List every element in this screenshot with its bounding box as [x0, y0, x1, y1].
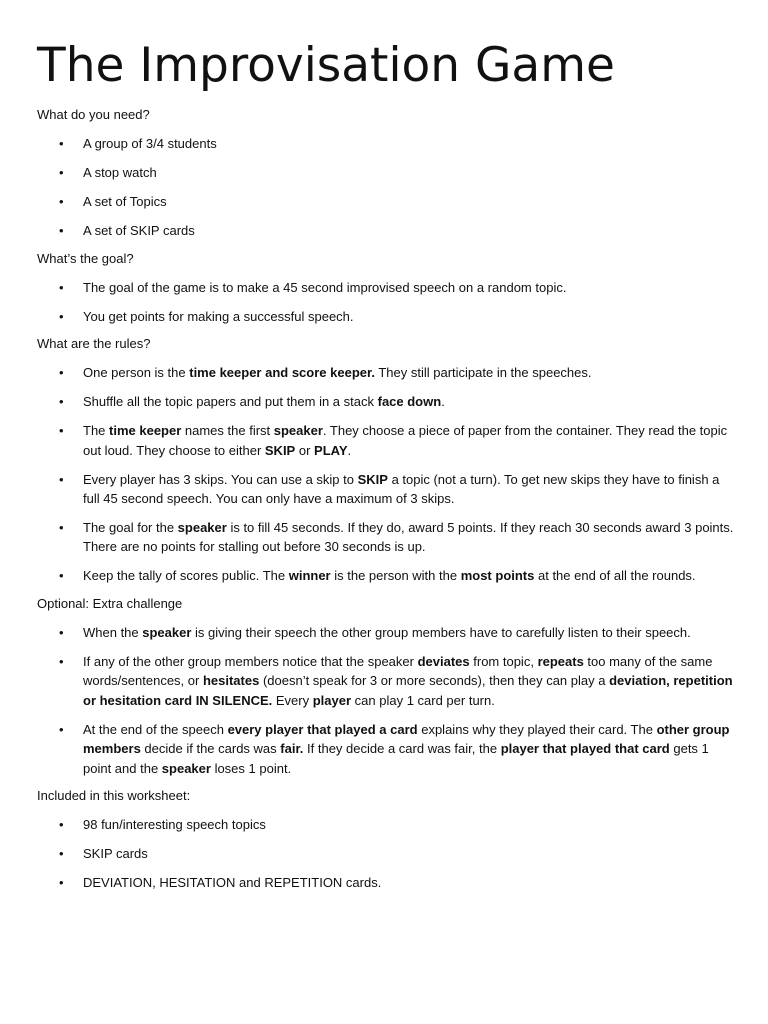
- bold-text: speaker: [142, 625, 192, 641]
- bullet-list: [37, 623, 738, 778]
- bullet-icon: •: [59, 568, 64, 584]
- page-title: The Improvisation Game: [37, 38, 615, 93]
- list-item: [37, 392, 738, 411]
- text-run: If any of the other group members notice that the speaker: [83, 654, 418, 669]
- text-run: They still participate in the speeches.: [374, 365, 592, 381]
- text-run: (doesn’t speak for 3 or more seconds), then they can play a: [259, 673, 610, 689]
- bold-text: winner: [288, 568, 331, 584]
- text-run: Every: [272, 692, 313, 708]
- text-run: at the end of all the rounds.: [534, 568, 696, 584]
- section-heading: Included in this worksheet:: [37, 788, 191, 804]
- list-item: [37, 623, 738, 642]
- text-run: gets 1 point and the: [83, 741, 709, 776]
- bold-text: speaker: [161, 760, 211, 776]
- list-item: [37, 815, 738, 834]
- bullet-icon: •: [59, 136, 64, 151]
- text-run: explains why they played their card. The: [417, 721, 657, 737]
- bullet-icon: •: [59, 279, 64, 295]
- bullet-icon: •: [59, 721, 64, 737]
- list-item: [37, 421, 738, 460]
- list-item: [37, 278, 738, 297]
- text-run: A stop watch: [83, 164, 157, 180]
- list-item: [37, 163, 738, 182]
- bullet-list: [37, 278, 738, 326]
- list-item: [37, 566, 738, 585]
- bold-text: repeats: [537, 654, 584, 669]
- text-run: 98 fun/interesting speech topics: [83, 817, 266, 833]
- bullet-icon: •: [59, 471, 64, 487]
- text-run: Every player has 3 skips. You can use a skip to: [83, 471, 358, 487]
- bold-text: SKIP: [357, 471, 388, 487]
- text-run: decide if the cards was: [140, 741, 281, 757]
- text-run: too many of the same words/sentences, or: [83, 654, 713, 689]
- text-run: DEVIATION, HESITATION and REPETITION cards.: [83, 875, 382, 891]
- text-run: A set of Topics: [83, 193, 167, 209]
- section-heading: What are the rules?: [37, 336, 151, 352]
- text-run: loses 1 point.: [210, 760, 292, 776]
- bullet-icon: •: [59, 193, 64, 209]
- text-run: is giving their speech the other group members have to carefully listen to their speech.: [191, 625, 691, 641]
- sections-container: [37, 106, 738, 893]
- bullet-icon: •: [59, 519, 64, 535]
- text-run: Shuffle all the topic papers and put them in a stack: [83, 394, 378, 410]
- bullet-icon: •: [59, 625, 64, 641]
- text-run: SKIP cards: [83, 846, 148, 862]
- bullet-icon: •: [59, 308, 64, 324]
- list-item: [37, 518, 738, 557]
- text-run: can play 1 card per turn.: [351, 692, 495, 708]
- list-item: [37, 192, 738, 211]
- bullet-icon: •: [59, 875, 64, 891]
- bold-text: player: [312, 692, 352, 708]
- bold-text: every player that played a card: [227, 721, 418, 737]
- section-heading: What’s the goal?: [37, 250, 134, 266]
- text-run: If they decide a card was fair, the: [303, 741, 501, 757]
- bullet-icon: •: [59, 222, 64, 238]
- bold-text: deviates: [417, 654, 470, 669]
- bold-text: time keeper and score keeper.: [189, 365, 375, 381]
- bullet-icon: •: [59, 817, 64, 833]
- text-run: names the first: [181, 423, 274, 439]
- list-item: [37, 652, 738, 710]
- list-item: [37, 134, 738, 153]
- text-run: At the end of the speech: [83, 721, 228, 737]
- list-item: [37, 844, 738, 863]
- list-item: [37, 307, 738, 326]
- bold-text: time keeper: [109, 423, 182, 439]
- section-heading: What do you need?: [37, 107, 150, 122]
- text-run: .: [347, 442, 352, 458]
- text-run: Keep the tally of scores public. The: [83, 568, 289, 584]
- bold-text: fair.: [280, 741, 304, 757]
- bullet-list: [37, 363, 738, 585]
- text-run: The goal for the: [83, 519, 178, 535]
- bullet-icon: •: [59, 164, 64, 180]
- text-run: The goal of the game is to make a 45 second improvised speech on a random topic.: [83, 279, 567, 295]
- bullet-icon: •: [59, 846, 64, 862]
- bold-text: most points: [460, 568, 535, 584]
- list-item: [37, 470, 738, 509]
- text-run: One person is the: [83, 365, 190, 381]
- bold-text: player that played that card: [500, 741, 670, 757]
- text-run: .: [441, 394, 445, 410]
- bold-text: PLAY: [314, 442, 348, 458]
- bold-text: speaker: [273, 423, 323, 439]
- list-item: [37, 221, 738, 240]
- list-item: [37, 873, 738, 892]
- text-run: A set of SKIP cards: [83, 222, 195, 238]
- text-run: You get points for making a successful speech.: [83, 308, 354, 324]
- bullet-icon: •: [59, 654, 64, 669]
- bold-text: deviation, repetition or hesitation card IN SILENCE.: [83, 673, 733, 708]
- bullet-icon: •: [59, 394, 64, 410]
- section-heading: Optional: Extra challenge: [37, 596, 183, 612]
- text-run: a topic (not a turn). To get new skips they have to finish a full 45 second speech. You can only have a maximum of 3 skips.: [83, 471, 720, 506]
- bold-text: speaker: [177, 519, 227, 535]
- text-run: is to fill 45 seconds. If they do, award 5 points. If they reach 30 seconds award 3 points. There are no points for stalling out before 30 seconds is up.: [83, 519, 734, 555]
- text-run: A group of 3/4 students: [83, 136, 217, 151]
- text-run: . They choose a piece of paper from the container. They read the topic out loud. They choose to either: [83, 423, 728, 458]
- bullet-icon: •: [59, 423, 64, 439]
- text-run: or: [295, 442, 315, 458]
- text-run: from topic,: [469, 654, 538, 669]
- list-item: [37, 363, 738, 382]
- bullet-list: [37, 815, 738, 892]
- bold-text: SKIP: [264, 442, 296, 458]
- list-item: [37, 720, 738, 778]
- text-run: The: [83, 423, 110, 439]
- text-run: is the person with the: [330, 568, 461, 584]
- bold-text: face down: [377, 394, 442, 410]
- bullet-list: [37, 134, 738, 240]
- bold-text: other group members: [83, 721, 730, 757]
- bullet-icon: •: [59, 365, 64, 381]
- bold-text: hesitates: [202, 673, 260, 689]
- text-run: When the: [83, 625, 143, 641]
